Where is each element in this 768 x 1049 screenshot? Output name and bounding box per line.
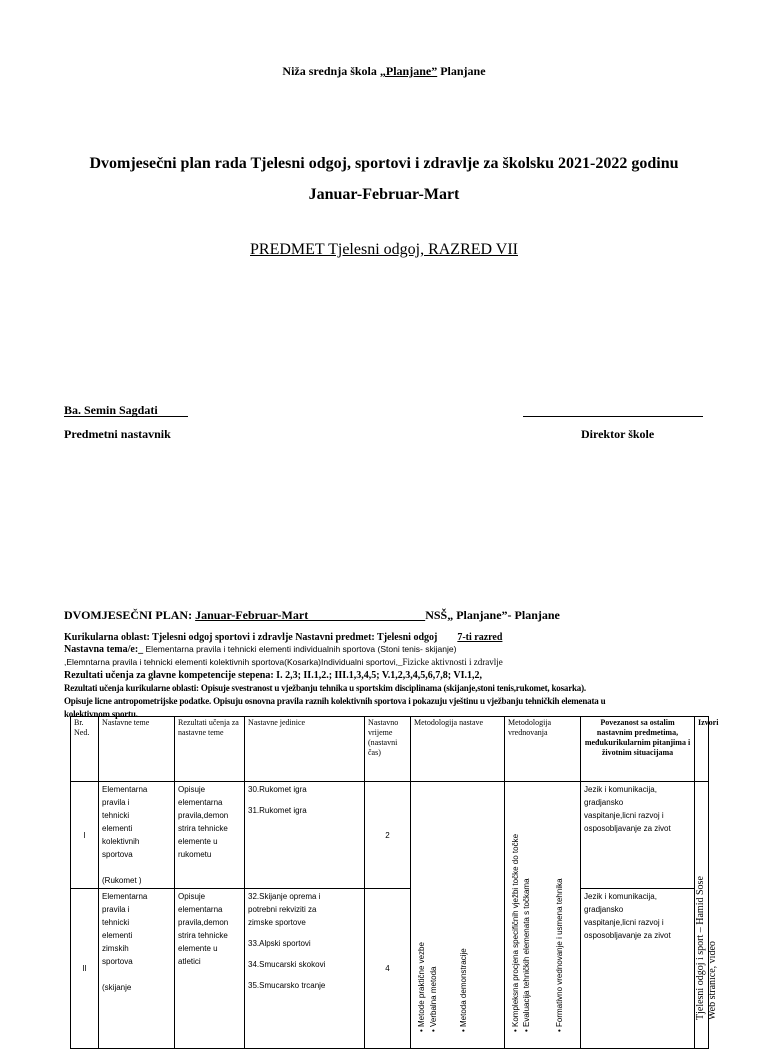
topic-text-tail: _Fizicke aktivnosti i zdravlje bbox=[398, 657, 503, 667]
outcome-line: pravila,demon bbox=[178, 918, 229, 927]
unit-line: 35.Smucarsko trcanje bbox=[248, 981, 326, 990]
unit-line: 30.Rukomet igra bbox=[248, 785, 307, 794]
unit-line bbox=[248, 971, 361, 979]
teaching-method-cell bbox=[411, 782, 505, 1049]
unit-line: 31.Rukomet igra bbox=[248, 806, 307, 815]
school-heading bbox=[0, 64, 768, 79]
teacher-name: Ba. Semin Sagdati bbox=[64, 403, 158, 417]
method-item: • Metoda demonstracije bbox=[459, 948, 468, 1032]
evaluation-item: • Kompleksna procjena specifičnih vježbi točke do točke bbox=[511, 833, 520, 1032]
link-line: gradjansko bbox=[584, 905, 624, 914]
document-period: Januar-Februar-Mart bbox=[308, 186, 460, 203]
unit-line: 34.Smucarski skokovi bbox=[248, 960, 326, 969]
link-line: vaspitanje,licni razvoj i bbox=[584, 811, 664, 820]
topic-text-2: ,Elemntarna pravila i tehnicki elementi kolektivnih sportova(Kosarka)Individualni sportovi, bbox=[64, 657, 399, 667]
outcome-line: Opisuje bbox=[178, 785, 206, 794]
curricular-outcomes-2: Opisuje licne antropometrijske podatke. Opisuju osnovna pravila raznih kolektivnih sportova i pokazuju vještinu u vježbanju tehničkih elemenata u bbox=[64, 696, 606, 706]
unit-line bbox=[248, 929, 361, 937]
unit-line: 33.Alpski sportovi bbox=[248, 939, 311, 948]
competence-outcomes: Rezultati učenja za glavne kompetencije stepena: I. 2,3; II.1,2.; III.1,3,4,5; V.1,2,3,4,5,6,7,8; VI.1,2, bbox=[64, 670, 483, 681]
links-cell bbox=[581, 889, 695, 1049]
link-line: osposobljavanje za zivot bbox=[584, 931, 671, 940]
header-hours: Nastavno vrijeme (nastavni čas) bbox=[365, 717, 411, 782]
school-name: „Planjane” bbox=[379, 64, 438, 78]
topic-line-2 bbox=[64, 657, 714, 668]
evaluation-method-cell bbox=[505, 782, 581, 1049]
outcome-line: atletici bbox=[178, 957, 201, 966]
unit-line: zimske sportove bbox=[248, 918, 306, 927]
curriculum-line bbox=[64, 632, 714, 643]
evaluation-item: • Formativno vrednovanje i usmena tehnika bbox=[555, 878, 564, 1032]
header-links: Povezanost sa ostalim nastavnim predmetima, međukurikularnim pitanjima i životnim situacijama bbox=[581, 717, 695, 782]
outcome-line: strira tehnicke bbox=[178, 824, 228, 833]
curricular-outcomes: Rezultati učenja kurikularne oblasti: Opisuje svestranost u vježbanju tehnika u sportskim disciplinama (skijanje,stoni tenis,rukomet, kosarka). bbox=[64, 683, 586, 693]
source-item: Web stranice, video bbox=[707, 941, 718, 1020]
links-cell bbox=[581, 782, 695, 889]
director-signature-line bbox=[523, 416, 703, 417]
unit-line bbox=[248, 796, 361, 804]
hours-cell: 2 bbox=[365, 782, 411, 889]
link-line: osposobljavanje za zivot bbox=[584, 824, 671, 833]
theme-line: pravila i bbox=[102, 798, 130, 807]
units-cell bbox=[245, 889, 365, 1049]
outcome-line: elementarna bbox=[178, 905, 223, 914]
theme-line bbox=[102, 968, 171, 981]
unit-line bbox=[248, 950, 361, 958]
outcome-line: elemente u bbox=[178, 837, 218, 846]
theme-line: Elementarna bbox=[102, 892, 148, 901]
week-number: II bbox=[71, 889, 99, 1049]
table-row bbox=[71, 782, 709, 889]
plan-heading-label: DVOMJESEČNI PLAN: bbox=[64, 608, 196, 622]
method-item: • Metode praktične vezbe bbox=[417, 942, 426, 1032]
header-sources: Izvori bbox=[695, 717, 709, 782]
topic-label: Nastavna tema/e:_ bbox=[64, 644, 144, 655]
grade-label: 7-ti razred bbox=[457, 632, 503, 643]
theme-line: Elementarna bbox=[102, 785, 148, 794]
document-title: Dvomjesečni plan rada Tjelesni odgoj, sportovi i zdravlje za školsku 2021-2022 godinu bbox=[89, 155, 679, 172]
method-item: • Verbalna metoda bbox=[429, 966, 438, 1032]
theme-line: (Rukomet ) bbox=[102, 876, 142, 885]
school-prefix: Niža srednja škola bbox=[282, 64, 380, 78]
table-header-row bbox=[71, 717, 709, 782]
link-line: Jezik i komunikacija, bbox=[584, 785, 657, 794]
director-label: Direktor škole bbox=[581, 427, 655, 441]
plan-table bbox=[70, 716, 719, 1049]
header-teaching-method: Metodologija nastave bbox=[411, 717, 505, 782]
theme-line: (skijanje bbox=[102, 983, 132, 992]
subject-line: PREDMET Tjelesni odgoj, RAZRED VII bbox=[250, 241, 518, 258]
topic-text: Elementarna pravila i tehnicki elementi individualnih sportova (Stoni tenis- skijanje) bbox=[143, 644, 457, 654]
theme-line: zimskih bbox=[102, 944, 129, 953]
outcome-cell bbox=[175, 889, 245, 1049]
sources-cell bbox=[695, 782, 718, 1049]
theme-line: elementi bbox=[102, 824, 133, 833]
unit-line: 32.Skijanje oprema i bbox=[248, 892, 321, 901]
school-suffix: Planjane bbox=[437, 64, 486, 78]
link-line: Jezik i komunikacija, bbox=[584, 892, 657, 901]
header-units: Nastavne jedinice bbox=[245, 717, 365, 782]
theme-line: sportova bbox=[102, 957, 133, 966]
link-line: gradjansko bbox=[584, 798, 624, 807]
theme-line: tehnicki bbox=[102, 811, 130, 820]
theme-line: sportova bbox=[102, 850, 133, 859]
table-row bbox=[71, 889, 709, 1049]
teacher-label: Predmetni nastavnik bbox=[64, 427, 171, 441]
outcome-line: strira tehnicke bbox=[178, 931, 228, 940]
theme-line: tehnicki bbox=[102, 918, 130, 927]
theme-line: kolektivnih bbox=[102, 837, 140, 846]
evaluation-item: • Evaluacija tehničkih elemenata s točkama bbox=[522, 878, 531, 1032]
topic-line bbox=[64, 644, 714, 655]
outcome-line: pravila,demon bbox=[178, 811, 229, 820]
outcome-line: elemente u bbox=[178, 944, 218, 953]
header-theme: Nastavne teme bbox=[99, 717, 175, 782]
header-outcomes: Rezultati učenja za nastavne teme bbox=[175, 717, 245, 782]
theme-line: pravila i bbox=[102, 905, 130, 914]
units-cell bbox=[245, 782, 365, 889]
theme-cell bbox=[99, 782, 175, 889]
hours-cell: 4 bbox=[365, 889, 411, 1049]
outcome-line: rukometu bbox=[178, 850, 212, 859]
outcome-cell bbox=[175, 782, 245, 889]
curricular-outcomes-3: kolektivnom sportu. bbox=[64, 709, 138, 719]
link-line: vaspitanje,licni razvoj i bbox=[584, 918, 664, 927]
plan-heading bbox=[64, 608, 704, 623]
teacher-signature-line bbox=[64, 416, 188, 417]
outcome-line: elementarna bbox=[178, 798, 223, 807]
header-week: Br. Ned. bbox=[71, 717, 99, 782]
theme-cell bbox=[99, 889, 175, 1049]
theme-line bbox=[102, 861, 171, 874]
curriculum-area: Kurikularna oblast: Tjelesni odgoj sportovi i zdravlje Nastavni predmet: Tjelesni odgoj bbox=[64, 632, 438, 643]
plan-heading-school: NSŠ„ Planjane”- Planjane bbox=[425, 608, 560, 622]
unit-line: potrebni rekviziti za bbox=[248, 905, 317, 914]
theme-line: elementi bbox=[102, 931, 133, 940]
source-item: Tjelesni odgoj i sport – Hamid Sose bbox=[695, 876, 706, 1020]
header-evaluation-method: Metodologija vrednovanja bbox=[505, 717, 581, 782]
outcome-line: Opisuje bbox=[178, 892, 206, 901]
week-number: I bbox=[71, 782, 99, 889]
plan-heading-period: Januar-Februar-Mart bbox=[195, 608, 426, 622]
